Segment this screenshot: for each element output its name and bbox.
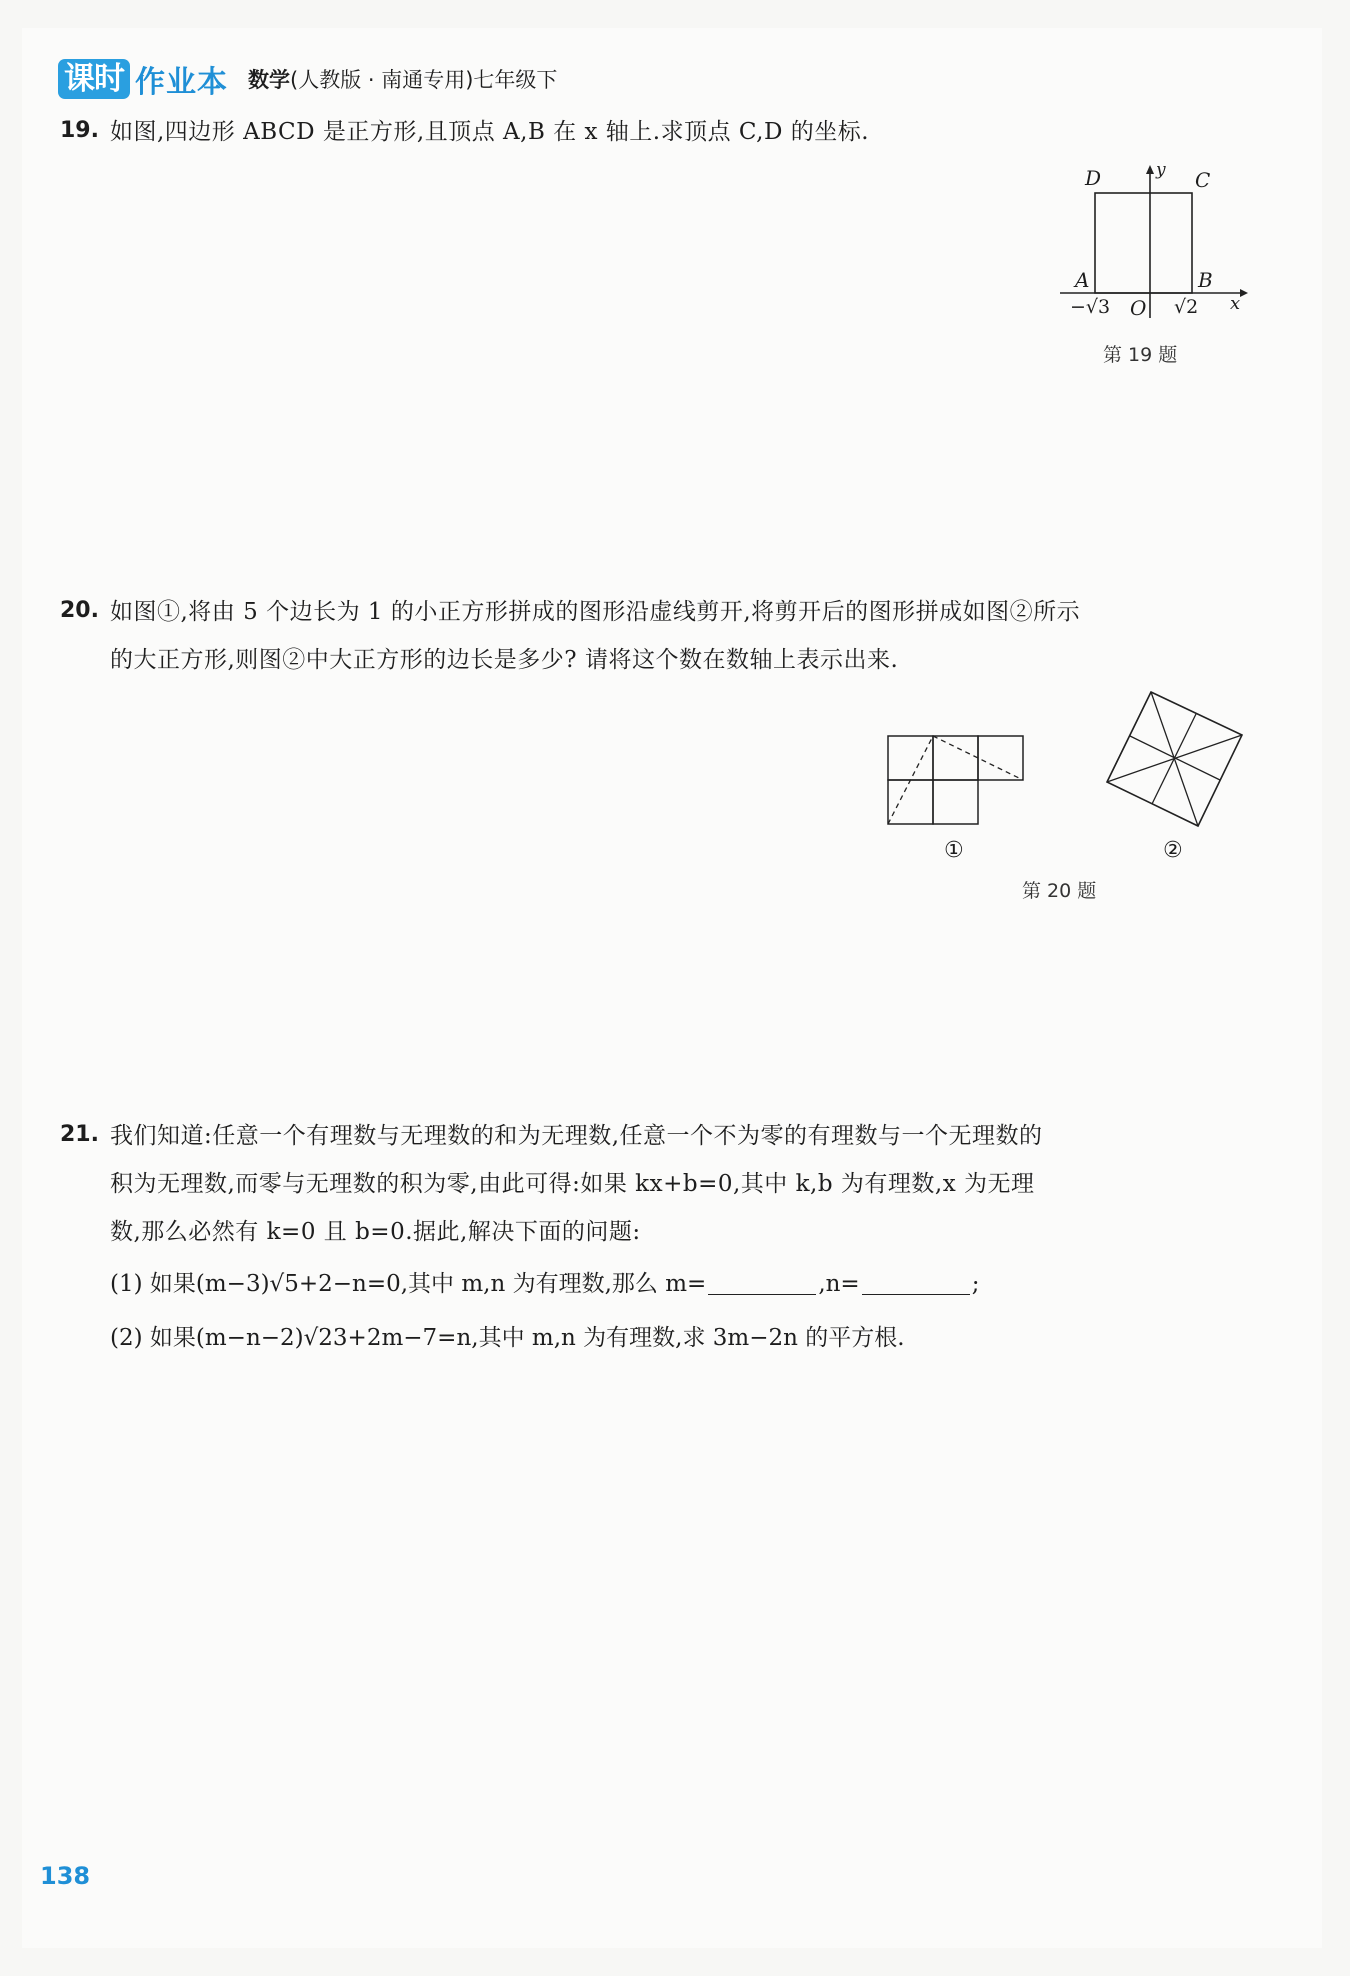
q19-text: 如图,四边形 ABCD 是正方形,且顶点 A,B 在 x 轴上.求顶点 C,D 的坐标. (110, 119, 870, 145)
book-subtitle (248, 64, 557, 94)
q21-part1-a: (1) 如果(m−3)√5+2−n=0,其中 m,n 为有理数,那么 m= (110, 1271, 707, 1297)
fig2-label: ② (1163, 838, 1183, 863)
q19-caption: 第 19 题 (1103, 344, 1178, 366)
logo-rest: 作业本 (135, 65, 228, 100)
label-d: D (1085, 166, 1102, 190)
label-y: y (1156, 160, 1166, 180)
q21-number: 21. (60, 1122, 99, 1147)
label-b: B (1198, 268, 1213, 292)
page-number: 138 (40, 1862, 91, 1890)
q19-number: 19. (60, 118, 99, 143)
q21-part1-c: ; (971, 1271, 980, 1297)
tick-neg-sqrt3: −√3 (1070, 296, 1111, 318)
q20-figure-1 (888, 736, 1024, 826)
label-x: x (1230, 293, 1241, 314)
q20-figure-2 (1106, 690, 1246, 830)
x-axis-arrow (1240, 289, 1248, 297)
q20-caption: 第 20 题 (1022, 880, 1097, 902)
q21-part2: (2) 如果(m−n−2)√23+2m−7=n,其中 m,n 为有理数,求 3m−2n 的平方根. (110, 1325, 905, 1351)
book-logo (58, 57, 228, 101)
q20-line2: 的大正方形,则图②中大正方形的边长是多少? 请将这个数在数轴上表示出来. (110, 647, 899, 673)
logo-main: 课时 (58, 59, 130, 99)
square-abcd (1095, 193, 1192, 293)
q21-part1-b: ,n= (818, 1271, 860, 1297)
q21-line3: 数,那么必然有 k=0 且 b=0.据此,解决下面的问题: (110, 1219, 641, 1245)
q21-line1: 我们知道:任意一个有理数与无理数的和为无理数,任意一个不为零的有理数与一个无理数的 (110, 1123, 1043, 1149)
q21-part1 (110, 1260, 979, 1308)
q20-line1: 如图①,将由 5 个边长为 1 的小正方形拼成的图形沿虚线剪开,将剪开后的图形拼成如图②所示 (110, 599, 1081, 625)
page-header (58, 56, 557, 102)
q21-line2: 积为无理数,而零与无理数的积为零,由此可得:如果 kx+b=0,其中 k,b 为有理数,x 为无理 (110, 1171, 1035, 1197)
y-axis-arrow (1146, 165, 1154, 174)
label-o: O (1130, 296, 1147, 320)
label-c: C (1195, 168, 1211, 192)
label-a: A (1075, 268, 1090, 292)
answer-blank-m[interactable] (708, 1270, 816, 1295)
answer-blank-n[interactable] (862, 1270, 970, 1295)
q20-number: 20. (60, 598, 99, 623)
subject-label: 数学 (248, 68, 290, 92)
tick-sqrt2: √2 (1174, 296, 1199, 318)
fig1-label: ① (944, 838, 964, 863)
edition-label: (人教版 · 南通专用)七年级下 (290, 68, 558, 92)
